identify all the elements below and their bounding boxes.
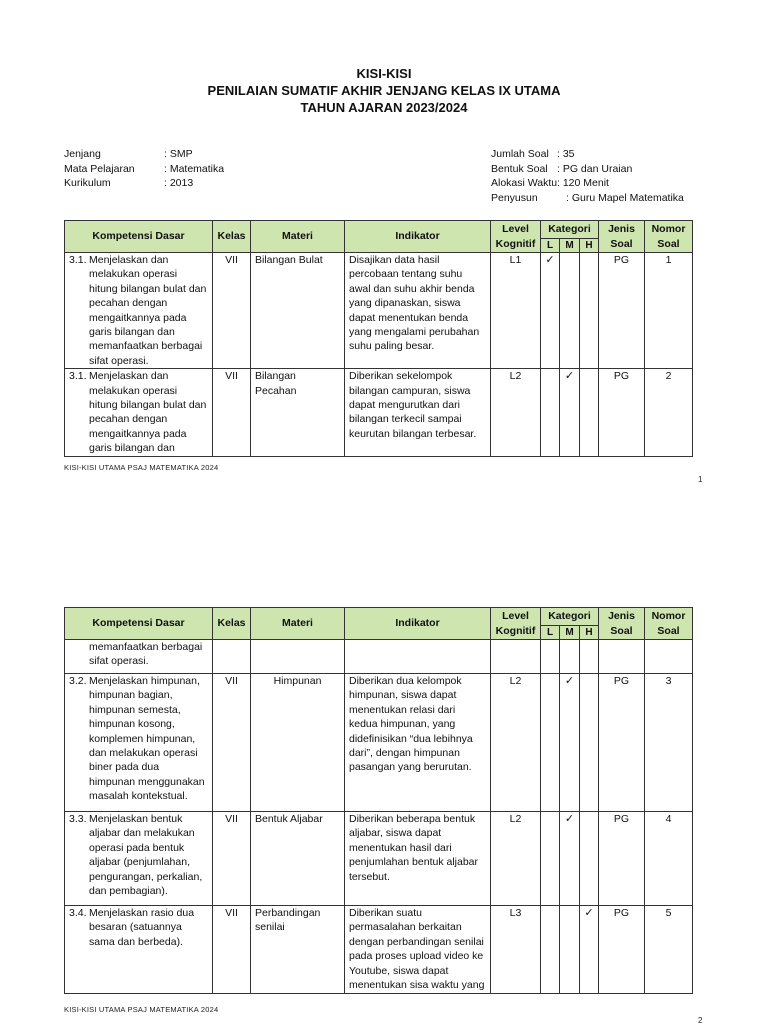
jenis-cell: PG (599, 812, 645, 906)
kategori-h-cell (580, 369, 599, 457)
document-page-1 (0, 0, 768, 500)
meta-key: Jumlah Soal (491, 148, 549, 160)
header-indikator: Indikator (345, 608, 491, 640)
kategori-m-cell (560, 674, 580, 812)
kategori-l-cell (541, 640, 560, 674)
kategori-m-cell (560, 369, 580, 457)
check-mark-icon: ✓ (584, 907, 594, 919)
kategori-m-cell (560, 906, 580, 994)
meta-key: Alokasi Waktu (491, 177, 558, 190)
page-number: 1 (698, 475, 703, 484)
kd-number: 3.1. (69, 254, 87, 266)
header-nomor-soal (645, 221, 693, 253)
meta-key: Kurikulum (64, 177, 111, 190)
jenis-cell: PG (599, 369, 645, 457)
title-line-2: PENILAIAN SUMATIF AKHIR JENJANG KELAS IX UTAMA (207, 83, 561, 98)
header-jenis-soal (599, 221, 645, 253)
kd-cell (65, 812, 213, 906)
indikator-cell: Diberikan suatu permasalahan berkaitan dengan perbandingan senilai pada proses upload video ke Youtube, siswa dapat menentukan sisa waktu yang (345, 906, 491, 994)
header-jenis-line-2: Soal (610, 624, 633, 637)
kd-text: Menjelaskan himpunan, himpunan bagian, himpunan semesta, himpunan kosong, komplemen himpunan, dan melakukan operasi biner pada dua himpunan menggunakan masalah kontekstual. (89, 675, 205, 803)
header-kompetensi-dasar: Kompetensi Dasar (65, 608, 213, 640)
header-indikator: Indikator (345, 221, 491, 253)
meta-value: : Matematika (164, 162, 225, 175)
check-mark-icon: ✓ (545, 254, 555, 266)
table-row-continuation (65, 640, 693, 674)
materi-cell: Himpunan (251, 674, 345, 812)
header-kategori: Kategori (541, 608, 599, 626)
header-jenis-line-1: Jenis (608, 610, 635, 623)
header-materi: Materi (251, 608, 345, 640)
meta-key: Penyusun (491, 191, 538, 204)
header-kelas: Kelas (213, 608, 251, 640)
kisi-kisi-table-page-2 (64, 607, 693, 994)
materi-cell: Bilangan Pecahan (251, 369, 345, 457)
kategori-h-cell (580, 812, 599, 906)
table-row (65, 906, 693, 994)
kategori-l-cell (541, 253, 560, 369)
kd-cell (65, 640, 213, 674)
page-number: 2 (698, 1016, 703, 1025)
kisi-kisi-table-page-1 (64, 220, 693, 457)
header-jenis-soal (599, 608, 645, 640)
page-footer: KISI-KISI UTAMA PSAJ MATEMATIKA 2024 (64, 1005, 219, 1014)
header-nomor-line-1: Nomor (651, 223, 686, 236)
materi-cell (251, 640, 345, 674)
kelas-cell: VII (213, 369, 251, 457)
table-row (65, 369, 693, 457)
kd-number: 3.3. (69, 813, 87, 825)
kd-text: Menjelaskan dan melakukan operasi hitung bilangan bulat dan pecahan dengan mengaitkannya pada garis bilangan dan (89, 370, 207, 455)
header-jenis-line-2: Soal (610, 237, 633, 250)
table-row (65, 253, 693, 369)
kd-text: memanfaatkan berbagai sifat operasi. (89, 641, 203, 668)
kd-cell (65, 674, 213, 812)
header-level-line-1: Level (502, 223, 529, 236)
kategori-h-cell (580, 906, 599, 994)
header-kelas: Kelas (213, 221, 251, 253)
kategori-h-cell (580, 674, 599, 812)
kd-number: 3.2. (69, 675, 87, 687)
kd-number: 3.1. (69, 370, 87, 383)
meta-left (64, 147, 224, 191)
meta-mata-pelajaran (64, 162, 224, 177)
level-cell: L1 (491, 253, 541, 369)
meta-key: Bentuk Soal (491, 162, 548, 175)
header-nomor-line-1: Nomor (651, 610, 686, 623)
jenis-cell: PG (599, 906, 645, 994)
header-jenis-line-1: Jenis (608, 223, 635, 236)
meta-kurikulum (64, 176, 224, 191)
kelas-cell: VII (213, 812, 251, 906)
title-line-1: KISI-KISI (356, 66, 412, 81)
check-mark-icon: ✓ (564, 675, 575, 687)
header-kategori: Kategori (541, 221, 599, 239)
nomor-cell: 2 (645, 369, 693, 457)
jenis-cell: PG (599, 674, 645, 812)
header-nomor-line-2: Soal (657, 237, 680, 250)
meta-key: Jenjang (64, 148, 101, 160)
header-level-line-2: Kognitif (495, 624, 536, 637)
level-cell: L3 (491, 906, 541, 994)
meta-key: Mata Pelajaran (64, 162, 135, 175)
title-line-3: TAHUN AJARAN 2023/2024 (300, 100, 468, 115)
materi-cell: Bilangan Bulat (251, 253, 345, 369)
table-row (65, 674, 693, 812)
meta-right (491, 147, 684, 205)
header-level-line-1: Level (502, 610, 529, 623)
header-kategori-h: H (580, 239, 599, 253)
level-cell: L2 (491, 369, 541, 457)
materi-cell: Bentuk Aljabar (251, 812, 345, 906)
indikator-cell: Disajikan data hasil percobaan tentang suhu awal dan suhu akhir benda yang dipanaskan, siswa dapat menentukan benda yang mengalami perubahan suhu paling besar. (345, 253, 491, 369)
kelas-cell (213, 640, 251, 674)
jenis-cell: PG (599, 253, 645, 369)
header-kategori-l: L (541, 239, 560, 253)
header-level-line-2: Kognitif (495, 237, 536, 250)
kd-cell (65, 906, 213, 994)
kd-number: 3.4. (69, 907, 87, 919)
kategori-h-cell (580, 640, 599, 674)
kd-cell (65, 369, 213, 457)
kelas-cell: VII (213, 253, 251, 369)
meta-value: : 2013 (164, 177, 194, 190)
kd-text: Menjelaskan rasio dua besaran (satuannya sama dan berbeda). (89, 907, 195, 948)
nomor-cell: 3 (645, 674, 693, 812)
nomor-cell: 1 (645, 253, 693, 369)
indikator-cell: Diberikan beberapa bentuk aljabar, siswa dapat menentukan hasil dari penjumlahan bentuk aljabar tersebut. (345, 812, 491, 906)
kategori-m-cell (560, 640, 580, 674)
page-footer: KISI-KISI UTAMA PSAJ MATEMATIKA 2024 (64, 463, 219, 472)
meta-value: : Guru Mapel Matematika (566, 191, 684, 204)
kategori-l-cell (541, 369, 560, 457)
header-kompetensi-dasar: Kompetensi Dasar (65, 221, 213, 253)
header-nomor-line-2: Soal (657, 624, 680, 637)
kelas-cell: VII (213, 906, 251, 994)
header-kategori-m: M (560, 239, 580, 253)
kelas-cell: VII (213, 674, 251, 812)
meta-value: : 35 (557, 148, 575, 160)
meta-value: : PG dan Uraian (557, 162, 633, 175)
level-cell: L2 (491, 812, 541, 906)
header-kategori-l: L (541, 626, 560, 640)
indikator-cell (345, 640, 491, 674)
indikator-cell: Diberikan sekelompok bilangan campuran, siswa dapat mengurutkan dari bilangan terkecil sampai keurutan bilangan terbesar. (345, 369, 491, 457)
header-level-kognitif (491, 608, 541, 640)
nomor-cell (645, 640, 693, 674)
meta-jenjang (64, 147, 224, 162)
header-materi: Materi (251, 221, 345, 253)
nomor-cell: 4 (645, 812, 693, 906)
level-cell: L2 (491, 674, 541, 812)
indikator-cell: Diberikan dua kelompok himpunan, siswa dapat menentukan relasi dari kedua himpunan, yang didefinisikan “dua lebihnya dari”, dengan himpunan pasangan yang berurutan. (345, 674, 491, 812)
header-kategori-m: M (560, 626, 580, 640)
meta-value: : 120 Menit (557, 177, 609, 190)
meta-value: : SMP (164, 148, 193, 160)
materi-cell: Perbandingan senilai (251, 906, 345, 994)
kd-cell (65, 253, 213, 369)
level-cell (491, 640, 541, 674)
kategori-l-cell (541, 812, 560, 906)
header-kategori-h: H (580, 626, 599, 640)
kategori-m-cell (560, 812, 580, 906)
meta-alokasi-waktu (491, 176, 684, 191)
check-mark-icon: ✓ (564, 370, 575, 383)
kd-text: Menjelaskan bentuk aljabar dan melakukan operasi pada bentuk aljabar (penjumlahan, pengurangan, perkalian, dan pembagian). (89, 813, 203, 898)
meta-bentuk-soal (491, 162, 684, 177)
jenis-cell (599, 640, 645, 674)
meta-jumlah-soal (491, 147, 684, 162)
document-page-2 (0, 500, 768, 1024)
header-level-kognitif (491, 221, 541, 253)
kategori-m-cell (560, 253, 580, 369)
kategori-l-cell (541, 906, 560, 994)
kd-text: Menjelaskan dan melakukan operasi hitung bilangan bulat dan pecahan dengan mengaitkannya pada garis bilangan dan memanfaatkan berbagai sifat operasi. (89, 254, 207, 367)
meta-penyusun (491, 191, 684, 206)
kategori-h-cell (580, 253, 599, 369)
kategori-l-cell (541, 674, 560, 812)
nomor-cell: 5 (645, 906, 693, 994)
document-title (0, 65, 768, 116)
table-row (65, 812, 693, 906)
check-mark-icon: ✓ (564, 813, 575, 825)
header-nomor-soal (645, 608, 693, 640)
